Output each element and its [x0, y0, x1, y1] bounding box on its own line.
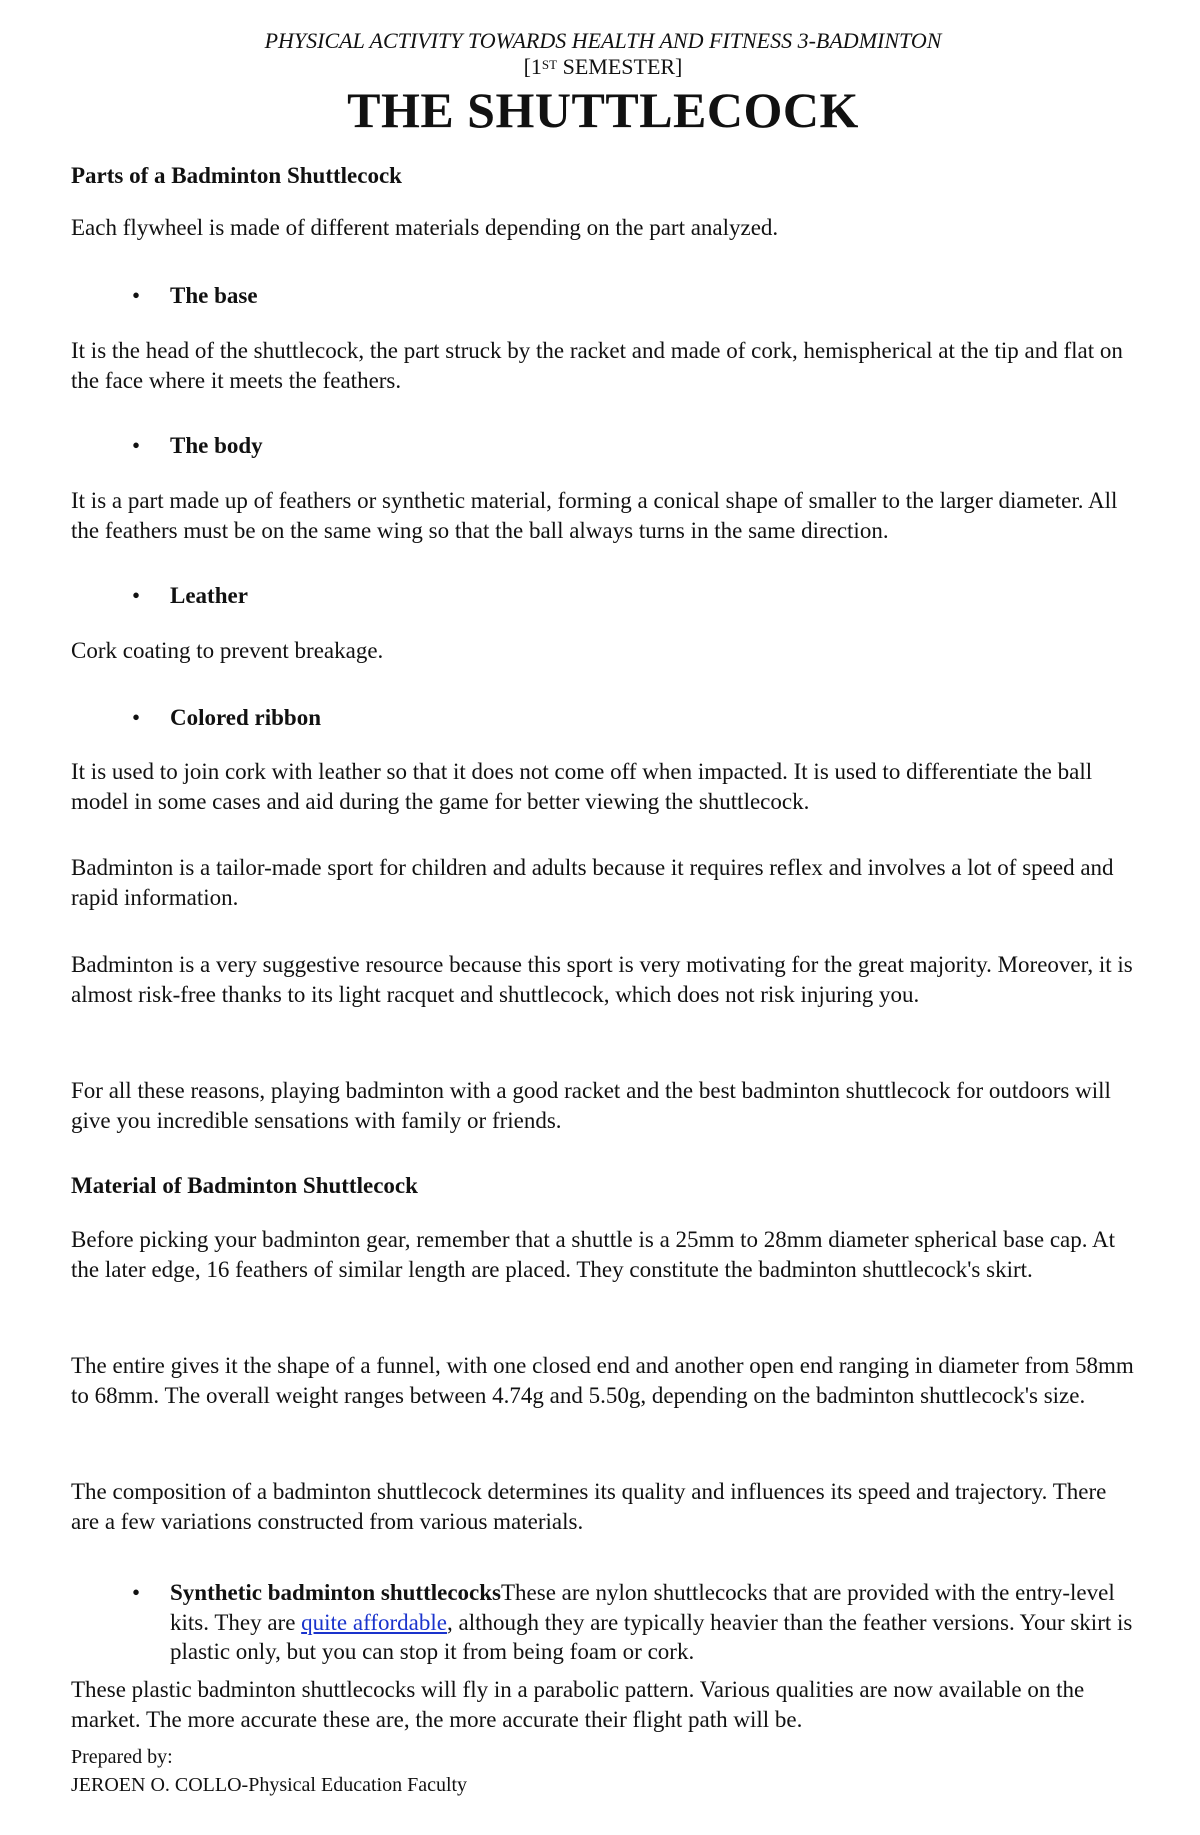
paragraph-composition: The composition of a badminton shuttlecock determines its quality and influences its speed and trajectory. There are a few variations constructed from various materials. — [71, 1479, 1107, 1534]
part-item-leather-text: Cork coating to prevent breakage. — [71, 638, 384, 663]
synthetic-item-text-before-link: These are nylon shuttlecocks that are provided with the entry-level kits. They are — [170, 1580, 1115, 1635]
paragraph-all-reasons: For all these reasons, playing badminton with a good racket and the best badminton shuttlecock for outdoors will give you incredible sensations with family or friends. — [71, 1078, 1111, 1133]
material-section-heading: Material of Badminton Shuttlecock — [71, 1173, 418, 1198]
part-item-ribbon-text: It is used to join cork with leather so that it does not come off when impacted. It is used to differentiate the ball model in some cases and aid during the game for better viewing the shuttlecock. — [71, 759, 1093, 814]
quite-affordable-link[interactable]: quite affordable — [301, 1609, 447, 1635]
part-item-base-text: It is the head of the shuttlecock, the part struck by the racket and made of cork, hemispherical at the tip and flat on the face where it meets the feathers. — [71, 338, 1123, 393]
part-item-label: The body — [170, 433, 263, 458]
bullet-icon: • — [132, 583, 141, 608]
prepared-by-label: Prepared by: — [71, 1746, 173, 1768]
page-title: THE SHUTTLECOCK — [347, 82, 859, 138]
parts-intro-paragraph: Each flywheel is made of different materials depending on the part analyzed. — [71, 215, 779, 240]
synthetic-item-text-after-link: , although they are typically heavier than the feather versions. Your skirt is plastic only, but you can stop it from being foam or cork. — [170, 1609, 1133, 1664]
synthetic-item-title: Synthetic badminton shuttlecocks — [170, 1580, 501, 1605]
part-item-label: Colored ribbon — [170, 705, 322, 730]
course-title: PHYSICAL ACTIVITY TOWARDS HEALTH AND FITNESS 3-BADMINTON — [264, 28, 942, 53]
bullet-icon: • — [132, 1580, 141, 1605]
bullet-icon: • — [132, 705, 141, 730]
paragraph-picking-gear: Before picking your badminton gear, remember that a shuttle is a 25mm to 28mm diameter spherical base cap. At the later edge, 16 feathers of similar length are placed. They constitute the badminton shuttlecock's skirt. — [71, 1227, 1115, 1282]
synthetic-item-content — [170, 1578, 1135, 1667]
parts-section-heading: Parts of a Badminton Shuttlecock — [71, 163, 402, 188]
author-name: JEROEN O. COLLO-Physical Education Faculty — [71, 1774, 468, 1796]
paragraph-parabolic-pattern: These plastic badminton shuttlecocks will fly in a parabolic pattern. Various qualities are now available on the market. The more accurate these are, the more accurate their flight path will be. — [71, 1677, 1085, 1732]
bullet-icon: • — [132, 283, 141, 308]
semester-label — [71, 54, 1135, 80]
synthetic-shuttlecocks-item — [132, 1578, 1135, 1667]
paragraph-suggestive-resource: Badminton is a very suggestive resource because this sport is very motivating for the great majority. Moreover, it is almost risk-free thanks to its light racquet and shuttlecock, which does not risk injuring you. — [71, 952, 1133, 1007]
paragraph-tailor-made: Badminton is a tailor-made sport for children and adults because it requires reflex and involves a lot of speed and rapid information. — [71, 855, 1114, 910]
part-item-label: The base — [170, 283, 258, 308]
paragraph-funnel-shape: The entire gives it the shape of a funnel, with one closed end and another open end ranging in diameter from 58mm to 68mm. The overall weight ranges between 4.74g and 5.50g, depending on the badminton shuttlecock's size. — [71, 1353, 1134, 1408]
part-item-body-text: It is a part made up of feathers or synthetic material, forming a conical shape of smaller to the larger diameter. All the feathers must be on the same wing so that the ball always turns in the same direction. — [71, 488, 1118, 543]
bullet-icon: • — [132, 433, 141, 458]
semester-suffix: SEMESTER] — [557, 54, 683, 79]
semester-superscript: ST — [541, 57, 558, 72]
part-item-label: Leather — [170, 583, 248, 608]
semester-prefix: [1 — [523, 54, 542, 79]
